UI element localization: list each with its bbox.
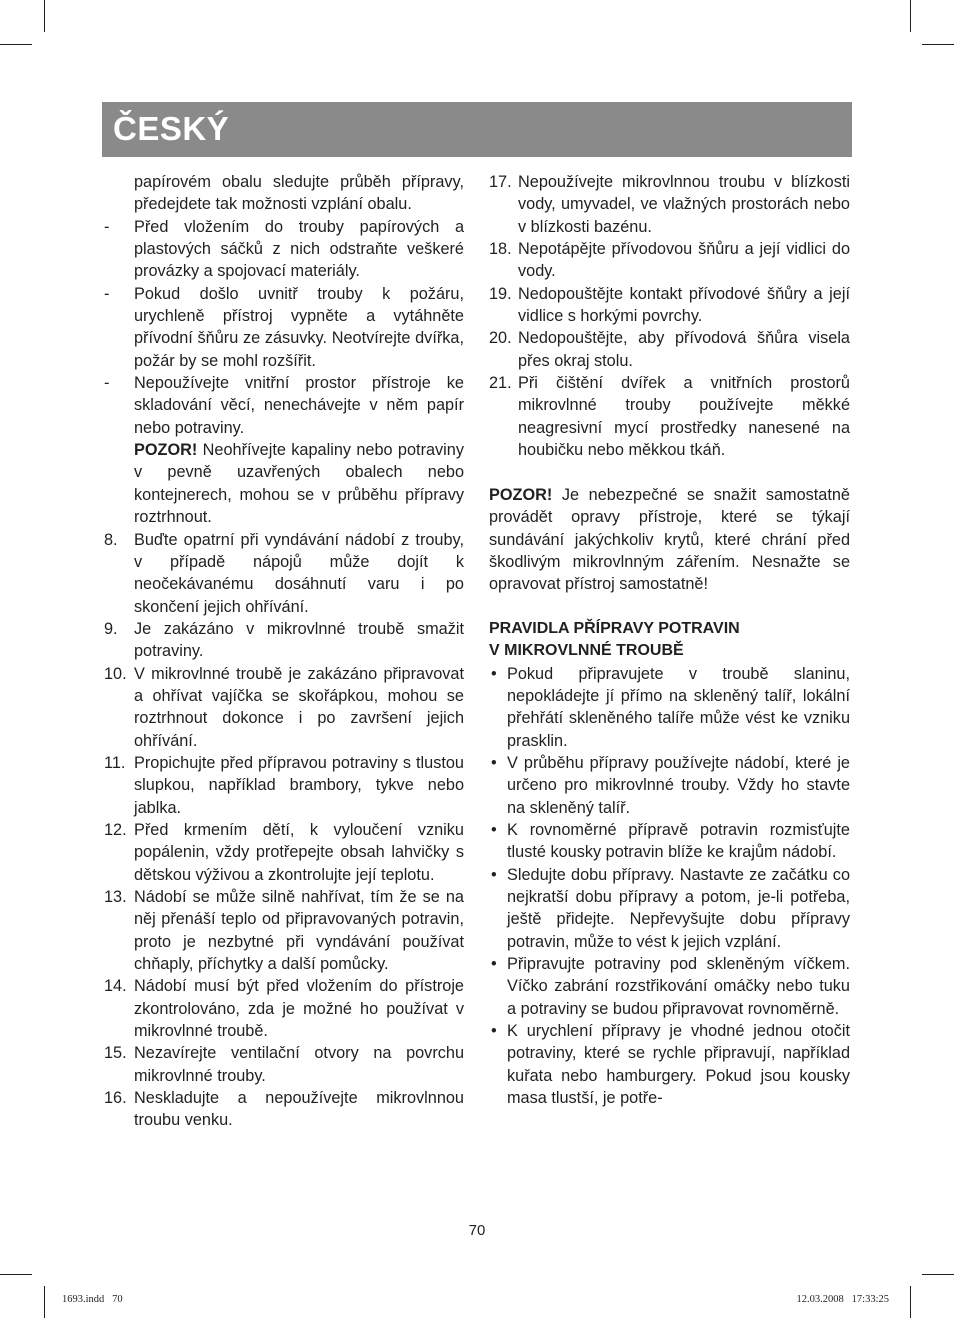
list-item-text: Nádobí musí být před vložením do přístroje zkontrolováno, zda je možné ho používat v mikrovlnné troubě.	[134, 977, 464, 1041]
item-number: 21.	[489, 374, 512, 393]
continuation-text: papírovém obalu sledujte průběh přípravy, předejdete tak možnosti vzplání obalu.	[134, 173, 464, 214]
bullet-marker: •	[491, 955, 497, 974]
item-number: 19.	[489, 284, 512, 303]
item-number: 17.	[489, 173, 512, 191]
list-item	[489, 819, 850, 864]
bullet-marker: •	[491, 865, 497, 884]
page-number: 70	[468, 1222, 486, 1239]
item-number: 18.	[489, 240, 512, 259]
list-item	[104, 618, 464, 663]
crop-mark	[44, 1286, 45, 1318]
list-item	[489, 663, 850, 752]
list-item-text: Nepoužívejte mikrovlnnou troubu v blízkosti vody, umyvadel, ve vlažných prostorách nebo v blízkosti bazénu.	[518, 173, 850, 236]
page-title: ČESKÝ	[113, 110, 230, 147]
item-number: 20.	[489, 329, 512, 348]
crop-mark	[44, 0, 45, 32]
item-number: 8.	[104, 530, 118, 549]
section-heading-line: PRAVIDLA PŘÍPRAVY POTRAVIN	[489, 619, 740, 637]
bullet-marker: •	[491, 820, 497, 839]
crop-mark	[910, 1286, 911, 1318]
list-item	[104, 283, 464, 372]
list-item	[104, 886, 464, 975]
list-item	[489, 1020, 850, 1109]
list-item	[489, 953, 850, 1020]
list-item	[104, 819, 464, 886]
item-number: 13.	[104, 888, 127, 906]
crop-mark	[922, 1274, 954, 1275]
list-item	[489, 372, 850, 461]
list-item-text: Nezavírejte ventilační otvory na povrchu mikrovlnné trouby.	[134, 1044, 464, 1085]
list-item	[489, 752, 850, 819]
item-number: 14.	[104, 977, 127, 996]
crop-mark	[0, 1274, 32, 1275]
dash-marker: -	[104, 217, 110, 236]
list-item-text: Je zakázáno v mikrovlnné troubě smažit potraviny.	[134, 619, 464, 661]
list-item-text: Propichujte před přípravou potraviny s tlustou slupkou, například brambory, tykve nebo jablka.	[134, 753, 464, 817]
list-item	[104, 752, 464, 819]
section-heading	[489, 618, 850, 663]
dash-marker: -	[104, 284, 110, 303]
warning-paragraph	[489, 484, 850, 596]
list-item-text: K rovnoměrné přípravě potravin rozmisťujte tlusté kousky potravin blíže ke krajům nádobí.	[507, 820, 850, 862]
list-item-text: Před vložením do trouby papírových a plastových sáčků z nich odstraňte veškeré provázky a spojovací materiály.	[134, 217, 464, 281]
list-item	[104, 372, 464, 439]
left-column	[104, 171, 464, 1132]
crop-mark	[0, 44, 32, 45]
section-heading-line: V MIKROVLNNÉ TROUBĚ	[489, 642, 684, 660]
crop-mark	[910, 0, 911, 32]
warning-text: Je nebezpečné se snažit samostatně provádět opravy přístroje, které se týkají sundávání jakýchkoliv krytů, které chrání před škodlivým mikrovlnným zářením. Nesnažte se opravovat přístroj samostatně!	[489, 485, 850, 594]
list-item	[489, 327, 850, 372]
crop-mark	[922, 44, 954, 45]
list-item	[104, 1042, 464, 1087]
bullet-marker: •	[491, 753, 497, 772]
list-item	[104, 216, 464, 283]
bullet-marker: •	[491, 664, 497, 683]
warning-paragraph	[104, 439, 464, 528]
list-item	[104, 529, 464, 618]
list-item-text: Nádobí se může silně nahřívat, tím že se na něj přenáší teplo od připravovaných potravin, proto je nezbytné při vyndávání používat chňaply, příchytky a další pomůcky.	[134, 888, 464, 974]
language-banner	[102, 102, 852, 157]
list-item	[104, 663, 464, 752]
item-number: 9.	[104, 619, 118, 638]
footer-datetime: 12.03.2008 17:33:25	[796, 1294, 889, 1305]
list-item-text: Připravujte potraviny pod skleněným víčkem. Víčko zabrání rozstřikování omáčky nebo tuku a potraviny se budou připravovat rovnoměrně.	[507, 955, 850, 1018]
list-item	[104, 1087, 464, 1132]
item-number: 16.	[104, 1089, 127, 1108]
list-item-text: Při čištění dvířek a vnitřních prostorů mikrovlnné trouby používejte měkké neagresivní mycí prostředky nanesené na houbičku nebo měkkou tkáň.	[518, 374, 850, 460]
right-column	[489, 171, 850, 1109]
list-item-text: K urychlení přípravy je vhodné jednou otočit potraviny, které se rychle připravují, například kuřata nebo hamburgery. Pokud jsou kousky masa tlustší, je potře-	[507, 1022, 850, 1108]
list-item-text: Před krmením dětí, k vyloučení vzniku popálenin, vždy protřepejte obsah lahvičky s dětskou výživou a zkontrolujte její teplotu.	[134, 820, 464, 884]
item-number: 11.	[104, 753, 126, 772]
list-item-text: Buďte opatrní při vyndávání nádobí z trouby, v případě nápojů může dojít k neočekávanému dosáhnutí varu i po skončení jejich ohřívání.	[134, 530, 464, 616]
list-item-text: V mikrovlnné troubě je zakázáno připravovat a ohřívat vajíčka se skořápkou, mohou se roztrhnout dokonce i po završení jejich ohřívání.	[134, 664, 464, 750]
dash-marker: -	[104, 374, 110, 393]
list-item-text: Pokud došlo uvnitř trouby k požáru, urychleně přístroj vypněte a vytáhněte přívodní šňůru ze zásuvky. Neotvírejte dvířka, požár by se mohl rozšířit.	[134, 284, 464, 370]
list-item	[489, 238, 850, 283]
list-item-text: Nedopouštějte, aby přívodová šňůra visela přes okraj stolu.	[518, 329, 850, 370]
warning-label: POZOR!	[489, 485, 553, 504]
list-item	[489, 283, 850, 328]
footer-file: 1693.indd 70	[62, 1294, 123, 1305]
list-item-text: Nepotápějte přívodovou šňůru a její vidlici do vody.	[518, 240, 850, 281]
warning-label: POZOR!	[134, 441, 198, 460]
item-number: 10.	[104, 664, 127, 683]
list-item	[104, 975, 464, 1042]
list-item-text: Nepoužívejte vnitřní prostor přístroje ke skladování věcí, nenechávejte v něm papír nebo potraviny.	[134, 374, 464, 437]
list-item-text: Nedopouštějte kontakt přívodové šňůry a její vidlice s horkými povrchy.	[518, 284, 850, 326]
item-number: 12.	[104, 820, 127, 839]
bullet-marker: •	[491, 1022, 497, 1041]
list-item-text: Sledujte dobu přípravy. Nastavte ze začátku co nejkratší dobu přípravy a potom, je-li potřeba, ještě přidejte. Nepřevyšujte dobu přípravy potravin, může to vést k jejich vzplání.	[507, 865, 850, 951]
list-item-text: Pokud připravujete v troubě slaninu, nepokládejte jí přímo na skleněný talíř, lokální přehřátí skleněného talíře může vést ke vzniku prasklin.	[507, 664, 850, 750]
list-item	[489, 171, 850, 238]
item-number: 15.	[104, 1044, 127, 1063]
list-item-text: Neskladujte a nepoužívejte mikrovlnnou troubu venku.	[134, 1089, 464, 1130]
warning-text: Neohřívejte kapaliny nebo potraviny v pevně uzavřených obalech nebo kontejnerech, mohou se v průběhu přípravy roztrhnout.	[134, 441, 464, 527]
list-item	[489, 864, 850, 953]
list-item-text: V průběhu přípravy používejte nádobí, které je určeno pro mikrovlnné trouby. Vždy ho stavte na skleněný talíř.	[507, 753, 850, 817]
